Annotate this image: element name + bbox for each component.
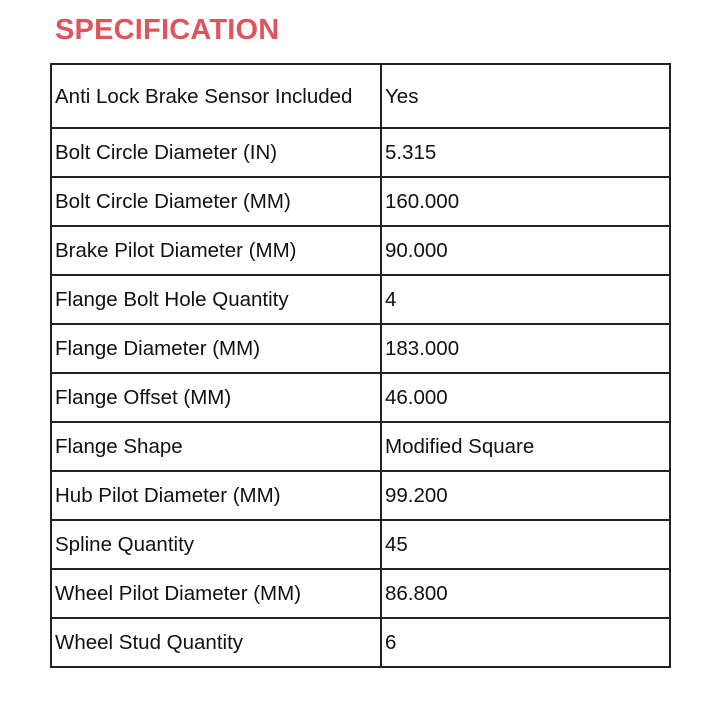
spec-value: 45 <box>381 520 670 569</box>
table-row <box>51 618 670 667</box>
table-row <box>51 275 670 324</box>
spec-value: 5.315 <box>381 128 670 177</box>
table-row <box>51 569 670 618</box>
table-row <box>51 226 670 275</box>
spec-label: Flange Diameter (MM) <box>51 324 381 373</box>
spec-label: Bolt Circle Diameter (MM) <box>51 177 381 226</box>
spec-value: Yes <box>381 64 670 128</box>
spec-value: 90.000 <box>381 226 670 275</box>
spec-label: Flange Shape <box>51 422 381 471</box>
table-row <box>51 324 670 373</box>
table-row <box>51 177 670 226</box>
spec-value: 46.000 <box>381 373 670 422</box>
spec-value: Modified Square <box>381 422 670 471</box>
spec-value: 160.000 <box>381 177 670 226</box>
spec-label: Bolt Circle Diameter (IN) <box>51 128 381 177</box>
spec-label: Wheel Stud Quantity <box>51 618 381 667</box>
spec-label: Hub Pilot Diameter (MM) <box>51 471 381 520</box>
spec-label: Anti Lock Brake Sensor Included <box>51 64 381 128</box>
table-row <box>51 373 670 422</box>
page-title: SPECIFICATION <box>55 14 280 46</box>
spec-value: 86.800 <box>381 569 670 618</box>
spec-label: Wheel Pilot Diameter (MM) <box>51 569 381 618</box>
spec-label: Flange Offset (MM) <box>51 373 381 422</box>
spec-value: 183.000 <box>381 324 670 373</box>
table-row <box>51 520 670 569</box>
table-row <box>51 128 670 177</box>
spec-label: Brake Pilot Diameter (MM) <box>51 226 381 275</box>
table-row <box>51 471 670 520</box>
spec-value: 6 <box>381 618 670 667</box>
table-row <box>51 422 670 471</box>
spec-label: Flange Bolt Hole Quantity <box>51 275 381 324</box>
spec-value: 99.200 <box>381 471 670 520</box>
spec-label: Spline Quantity <box>51 520 381 569</box>
specification-table <box>50 63 671 668</box>
spec-value: 4 <box>381 275 670 324</box>
table-row <box>51 64 670 128</box>
